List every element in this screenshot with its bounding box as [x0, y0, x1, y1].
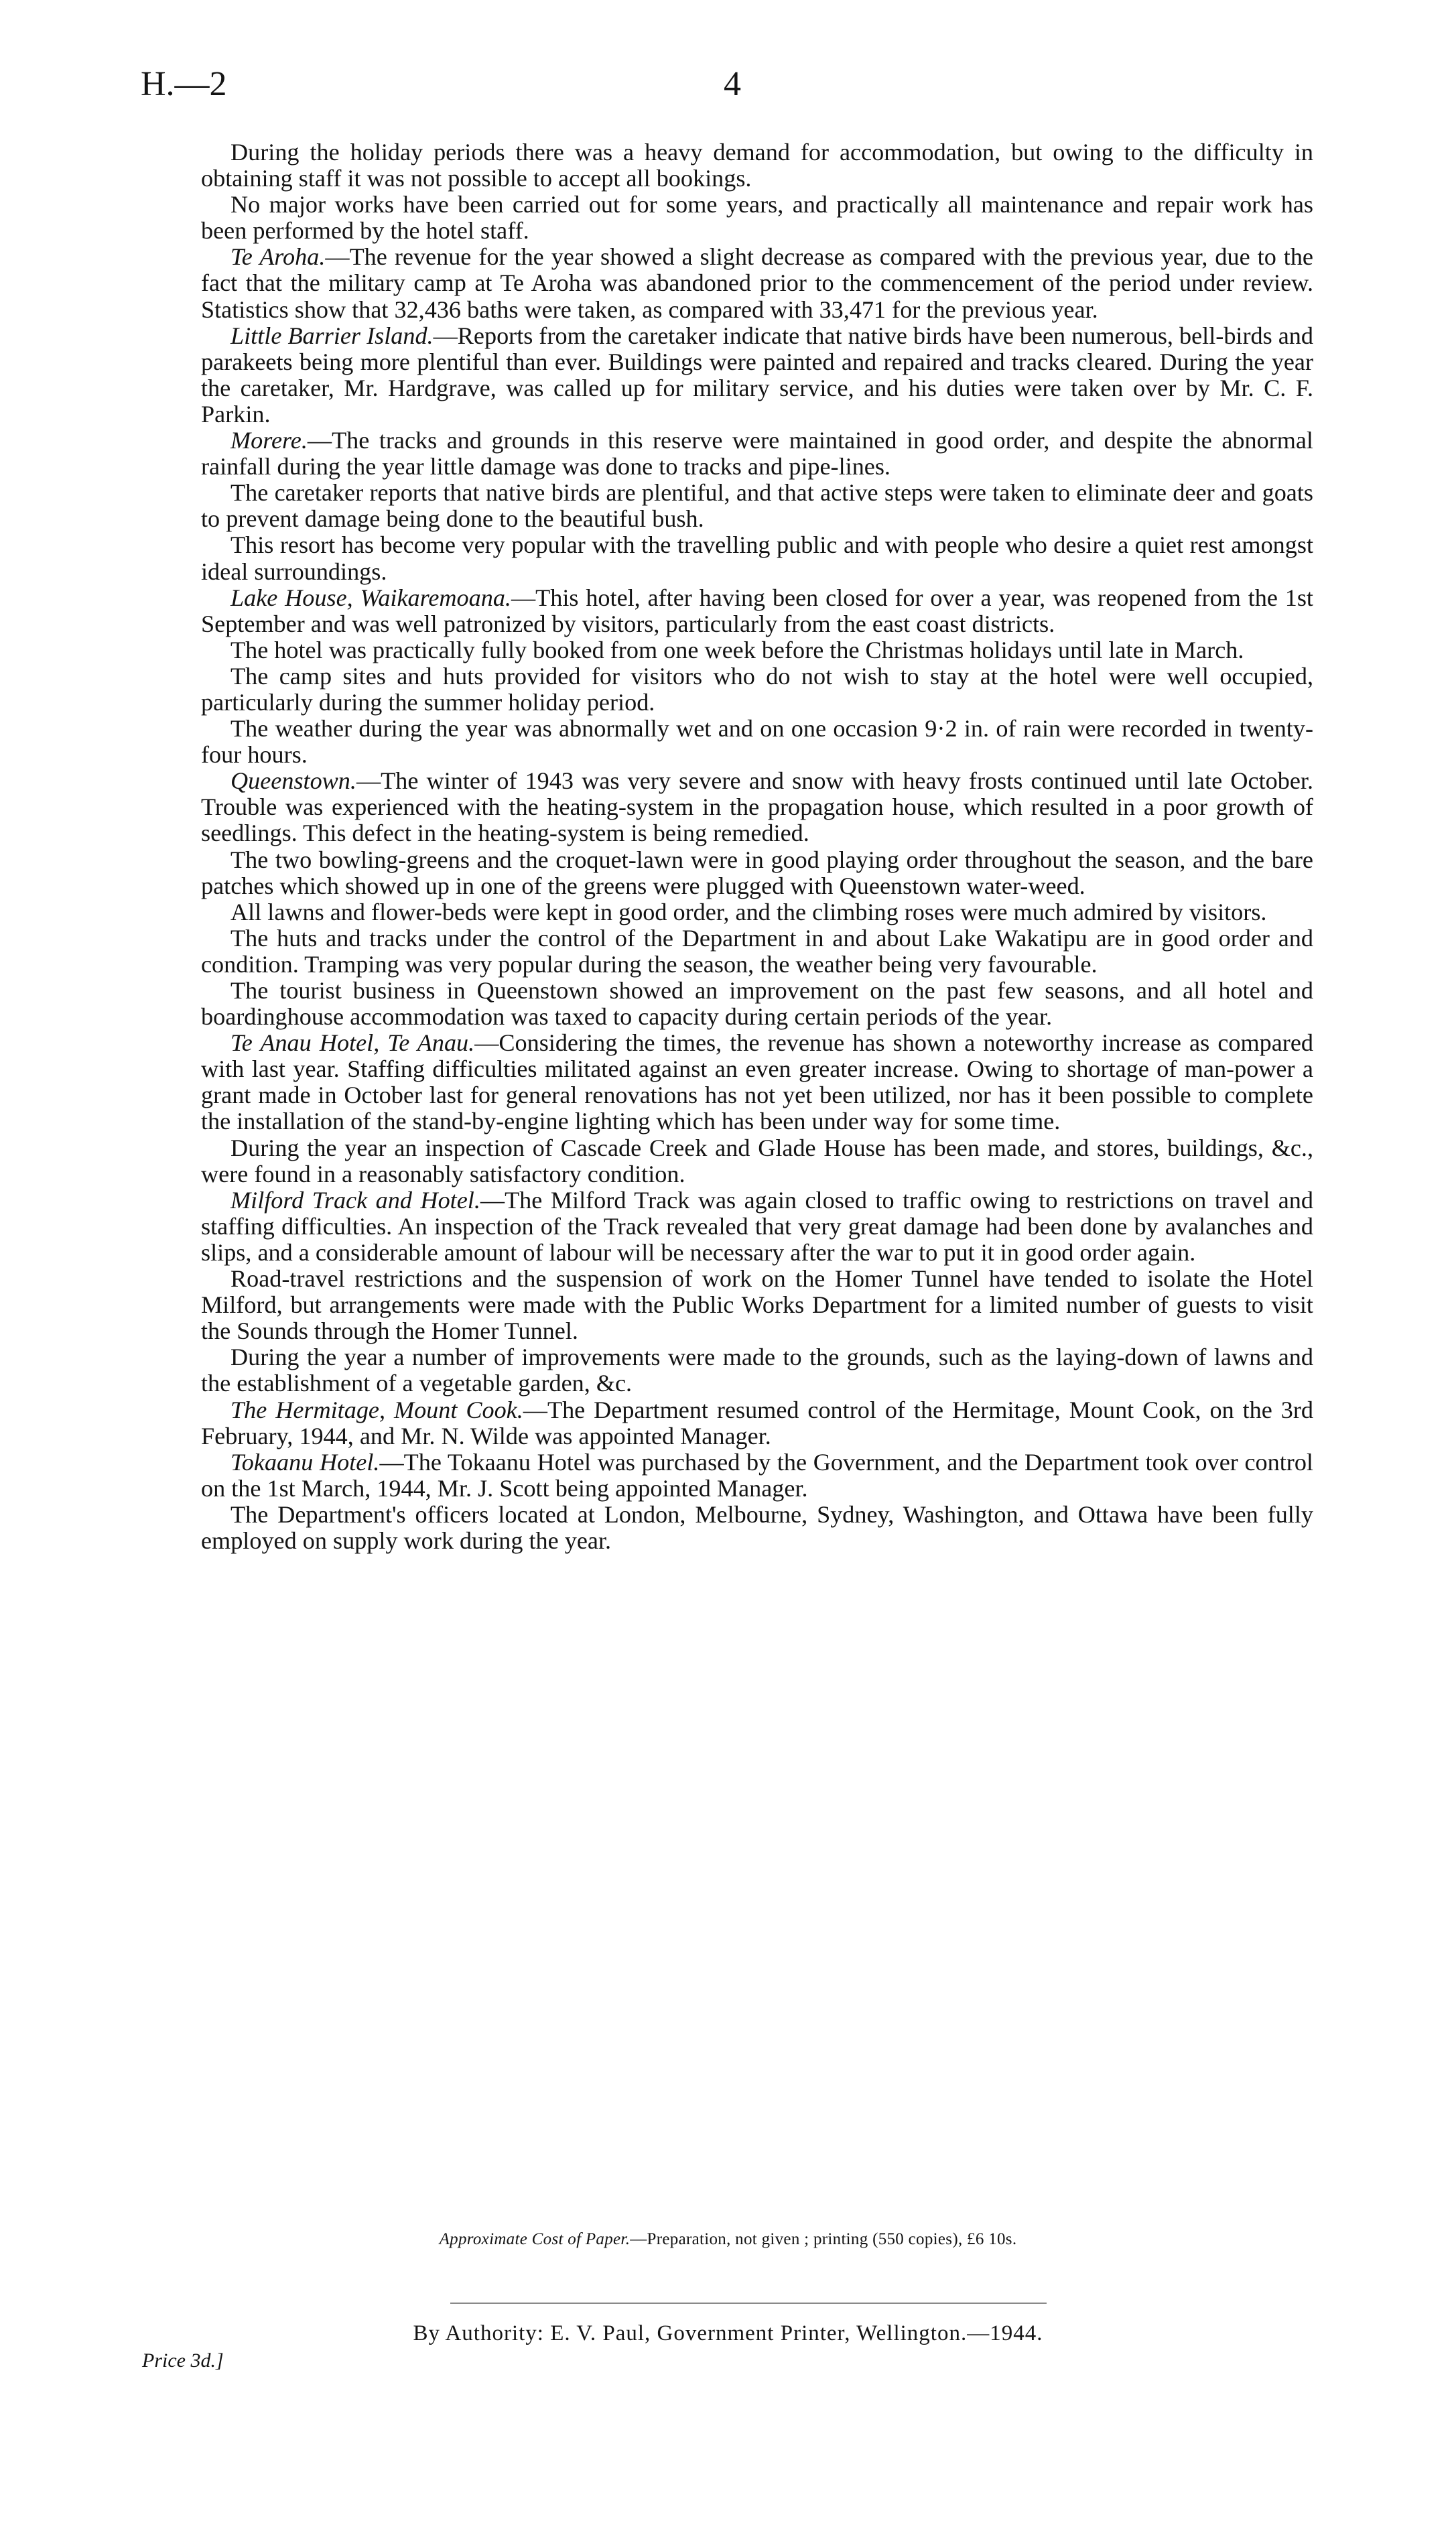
paragraph: The two bowling-greens and the croquet-lawn were in good playing order throughout the season, and the bare patches which showed up in one of the greens were plugged with Queenstown water-weed.: [201, 846, 1313, 899]
cost-of-paper-note: [0, 2230, 1456, 2249]
paragraph-te-aroha: Te Aroha.—The revenue for the year showed a slight decrease as compared with the previous year, due to the fact that the military camp at Te Aroha was abandoned prior to the commencement of the period under review. Statistics show that 32,436 baths were taken, as compared with 33,471 for the previous year.: [201, 243, 1313, 323]
paragraph: This resort has become very popular with the travelling public and with people who desire a quiet rest amongst ideal surroundings.: [201, 531, 1313, 585]
paragraph: The Department's officers located at London, Melbourne, Sydney, Washington, and Ottawa have been fully employed on supply work during the year.: [201, 1500, 1313, 1554]
paragraph: The tourist business in Queenstown showed an improvement on the past few seasons, and all hotel and boardinghouse accommodation was taxed to capacity during certain periods of the year.: [201, 977, 1313, 1031]
paragraph: The weather during the year was abnormally wet and on one occasion 9·2 in. of rain were recorded in twenty-four hours.: [201, 715, 1313, 769]
paragraph-lake-house: Lake House, Waikaremoana.—This hotel, after having been closed for over a year, was reopened from the 1st September and was well patronized by visitors, particularly from the east coast districts.: [201, 584, 1313, 637]
paragraph: During the year an inspection of Cascade Creek and Glade House has been made, and stores, buildings, &c., were found in a reasonably satisfactory condition.: [201, 1134, 1313, 1187]
cost-text: —Preparation, not given ; printing (550 copies), £6 10s.: [630, 2230, 1017, 2248]
section-heading: Tokaanu Hotel.: [230, 1448, 380, 1476]
paragraph-queenstown: Queenstown.—The winter of 1943 was very severe and snow with heavy frosts continued until late October. Trouble was experienced with the heating-system in the propagation house, which resulted in a poor growth of seedlings. This defect in the heating-system is being remedied.: [201, 767, 1313, 847]
section-heading: Lake House, Waikaremoana.: [230, 584, 511, 611]
paragraph-morere: Morere.—The tracks and grounds in this reserve were maintained in good order, and despite the abnormal rainfall during the year little damage was done to tracks and pipe-lines.: [201, 427, 1313, 480]
paragraph-little-barrier-island: Little Barrier Island.—Reports from the caretaker indicate that native birds have been numerous, bell-birds and parakeets being more plentiful than ever. Buildings were painted and repaired and tracks cleared. During the year the caretaker, Mr. Hardgrave, was called up for military service, and his duties were taken over by Mr. C. F. Parkin.: [201, 322, 1313, 428]
section-heading: Little Barrier Island.: [230, 322, 434, 349]
divider-rule: [450, 2303, 1047, 2304]
section-heading: Queenstown.: [230, 767, 356, 795]
paragraph: The hotel was practically fully booked from one week before the Christmas holidays until late in March.: [230, 636, 1244, 663]
paragraph: Road-travel restrictions and the suspension of work on the Homer Tunnel have tended to isolate the Hotel Milford, but arrangements were made with the Public Works Department for a limited number of guests to visit the Sounds through the Homer Tunnel.: [201, 1265, 1313, 1345]
section-heading: The Hermitage, Mount Cook.: [230, 1396, 523, 1423]
paragraph-milford: Milford Track and Hotel.—The Milford Track was again closed to traffic owing to restrictions on travel and staffing difficulties. An inspection of the Track revealed that very great damage had been done by avalanches and slips, and a considerable amount of labour will be necessary after the war to put it in good order again.: [201, 1186, 1313, 1266]
document-code: H.—2: [141, 65, 227, 103]
paragraph-te-anau: Te Anau Hotel, Te Anau.—Considering the times, the revenue has shown a noteworthy increase as compared with last year. Staffing difficulties militated against an even greater increase. Owing to shortage of man-power a grant made in October last for general renovations has not yet been utilized, nor has it been possible to complete the installation of the stand-by-engine lighting which has been under way for some time.: [201, 1029, 1313, 1135]
paragraph-hermitage: The Hermitage, Mount Cook.—The Department resumed control of the Hermitage, Mount Cook, on the 3rd February, 1944, and Mr. N. Wilde was appointed Manager.: [201, 1396, 1313, 1449]
section-heading: Morere.: [230, 427, 308, 454]
report-body: [201, 139, 1313, 1554]
paragraph: During the year a number of improvements were made to the grounds, such as the laying-down of lawns and the establishment of a vegetable garden, &c.: [201, 1344, 1313, 1397]
paragraph: No major works have been carried out for some years, and practically all maintenance and repair work has been performed by the hotel staff.: [201, 191, 1313, 245]
paragraph: The camp sites and huts provided for visitors who do not wish to stay at the hotel were well occupied, particularly during the summer holiday period.: [201, 662, 1313, 716]
paragraph: All lawns and flower-beds were kept in good order, and the climbing roses were much admired by visitors.: [230, 898, 1267, 925]
paragraph: During the holiday periods there was a heavy demand for accommodation, but owing to the difficulty in obtaining staff it was not possible to accept all bookings.: [201, 139, 1313, 192]
section-heading: Milford Track and Hotel.: [230, 1186, 480, 1214]
section-heading: Te Anau Hotel, Te Anau.: [230, 1029, 475, 1057]
price-note: Price 3d.]: [142, 2349, 224, 2372]
paragraph-tokaanu: Tokaanu Hotel.—The Tokaanu Hotel was purchased by the Government, and the Department took over control on the 1st March, 1944, Mr. J. Scott being appointed Manager.: [201, 1448, 1313, 1502]
paragraph: The caretaker reports that native birds are plentiful, and that active steps were taken to eliminate deer and goats to prevent damage being done to the beautiful bush.: [201, 479, 1313, 533]
cost-label: Approximate Cost of Paper.: [439, 2230, 631, 2248]
page-number: 4: [724, 65, 741, 103]
section-heading: Te Aroha.: [230, 243, 326, 271]
printer-authority: By Authority: E. V. Paul, Government Printer, Wellington.—1944.: [413, 2321, 1043, 2345]
paragraph: The huts and tracks under the control of the Department in and about Lake Wakatipu are in good order and condition. Tramping was very popular during the season, the weather being very favourable.: [201, 924, 1313, 978]
